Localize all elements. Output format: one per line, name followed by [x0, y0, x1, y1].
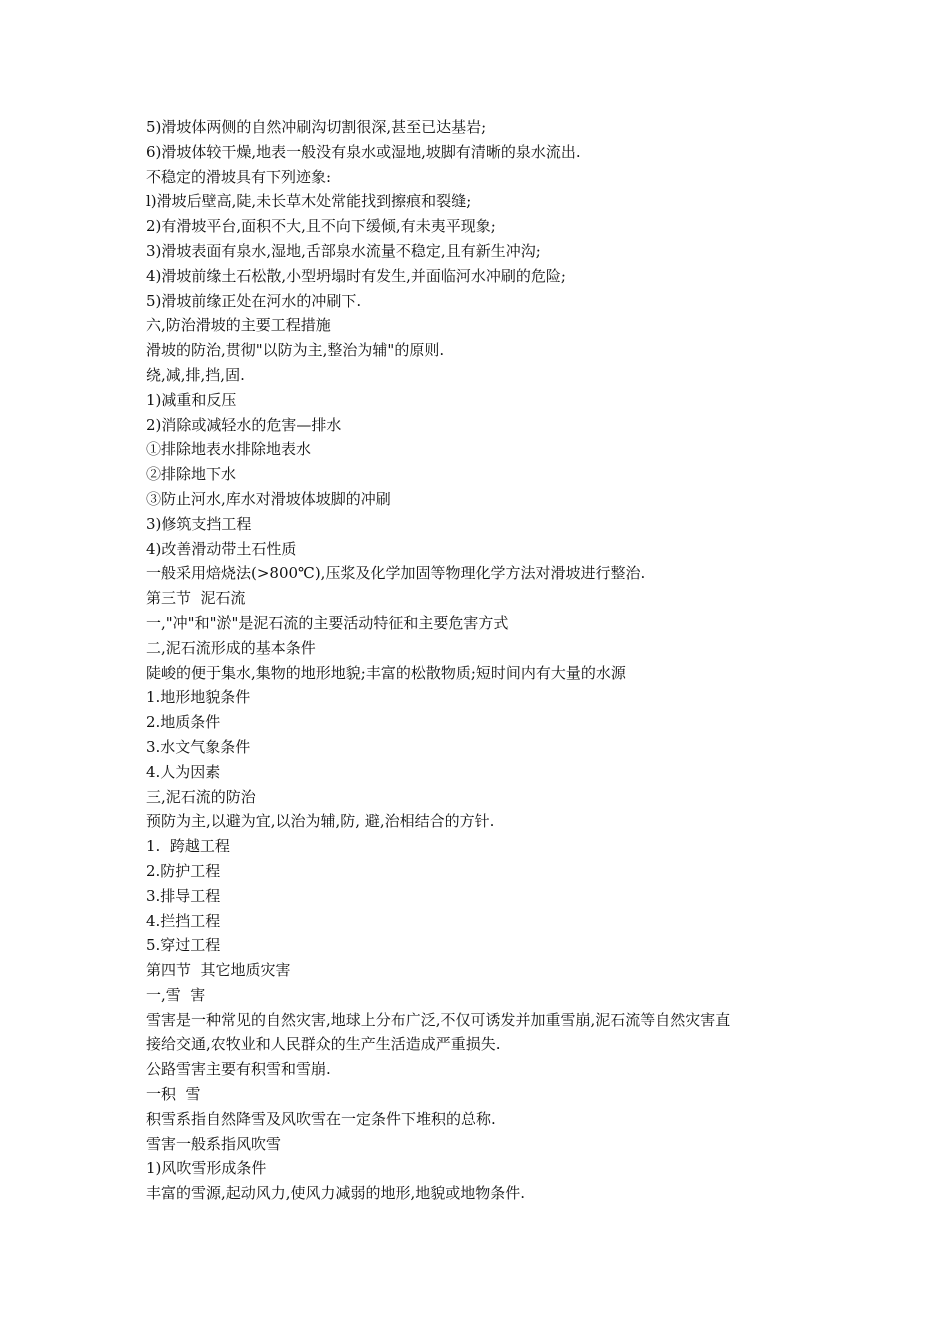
text-line: 3.水文气象条件 [146, 737, 251, 756]
text-line: 不稳定的滑坡具有下列迹象: [146, 167, 332, 186]
text-line: 5.穿过工程 [146, 936, 221, 955]
text-line: 2)消除或减轻水的危害—排水 [146, 415, 342, 434]
text-line: 第三节 泥石流 [146, 589, 246, 608]
text-line: 雪害是一种常见的自然灾害,地球上分布广泛,不仅可诱发并加重雪崩,泥石流等自然灾害直 [146, 1010, 731, 1029]
text-line: ③防止河水,库水对滑坡体坡脚的冲刷 [146, 489, 391, 508]
text-line: 丰富的雪源,起动风力,使风力减弱的地形,地貌或地物条件. [146, 1184, 526, 1203]
text-line: 1)风吹雪形成条件 [146, 1159, 267, 1178]
text-line: 3.排导工程 [146, 886, 221, 905]
text-line: 一,雪 害 [146, 985, 206, 1004]
text-line: 一般采用焙烧法(>800℃),压浆及化学加固等物理化学方法对滑坡进行整治. [146, 564, 646, 583]
text-line: 三,泥石流的防治 [146, 787, 256, 806]
text-line: 2)有滑坡平台,面积不大,且不向下缓倾,有未夷平现象; [146, 217, 496, 236]
text-line: 6)滑坡体较干燥,地表一般没有泉水或湿地,坡脚有清晰的泉水流出. [146, 142, 581, 161]
text-line: 二,泥石流形成的基本条件 [146, 638, 316, 657]
document-body [146, 115, 826, 1206]
text-line: 3)修筑支挡工程 [146, 514, 252, 533]
text-line: 接给交通,农牧业和人民群众的生产生活造成严重损失. [146, 1035, 501, 1054]
text-line: 1. 跨越工程 [146, 837, 230, 856]
text-line: 3)滑坡表面有泉水,湿地,舌部泉水流量不稳定,且有新生冲沟; [146, 241, 541, 260]
text-line: 绕,减,排,挡,固. [146, 365, 245, 384]
text-line: 1)减重和反压 [146, 390, 237, 409]
text-line: 5)滑坡体两侧的自然冲刷沟切割很深,甚至已达基岩; [146, 118, 487, 136]
text-line: 4.拦挡工程 [146, 911, 221, 930]
text-line: 4.人为因素 [146, 762, 221, 781]
text-line: 2.防护工程 [146, 861, 221, 880]
text-line: 4)改善滑动带土石性质 [146, 539, 297, 558]
text-line: 1.地形地貌条件 [146, 688, 251, 707]
text-line: 滑坡的防治,贯彻"以防为主,整治为辅"的原则. [146, 341, 445, 360]
text-line: 公路雪害主要有积雪和雪崩. [146, 1060, 331, 1079]
text-line: 陡峻的便于集水,集物的地形地貌;丰富的松散物质;短时间内有大量的水源 [146, 663, 626, 682]
text-line: 4)滑坡前缘土石松散,小型坍塌时有发生,并面临河水冲刷的危险; [146, 266, 566, 285]
text-line: 2.地质条件 [146, 713, 221, 732]
text-line: 一积 雪 [146, 1085, 201, 1104]
text-line: 一,"冲"和"淤"是泥石流的主要活动特征和主要危害方式 [146, 613, 509, 632]
text-line: 第四节 其它地质灾害 [146, 961, 291, 980]
text-line: 5)滑坡前缘正处在河水的冲刷下. [146, 291, 362, 310]
text-line: 预防为主,以避为宜,以治为辅,防, 避,治相结合的方针. [146, 812, 495, 831]
text-line: ①排除地表水排除地表水 [146, 440, 312, 459]
text-line: 雪害一般系指风吹雪 [146, 1134, 282, 1153]
text-line: 六,防治滑坡的主要工程措施 [146, 316, 331, 335]
text-line: 积雪系指自然降雪及风吹雪在一定条件下堆积的总称. [146, 1109, 496, 1128]
text-line: ②排除地下水 [146, 465, 237, 484]
text-line: l)滑坡后壁高,陡,未长草木处常能找到擦痕和裂缝; [146, 192, 472, 211]
